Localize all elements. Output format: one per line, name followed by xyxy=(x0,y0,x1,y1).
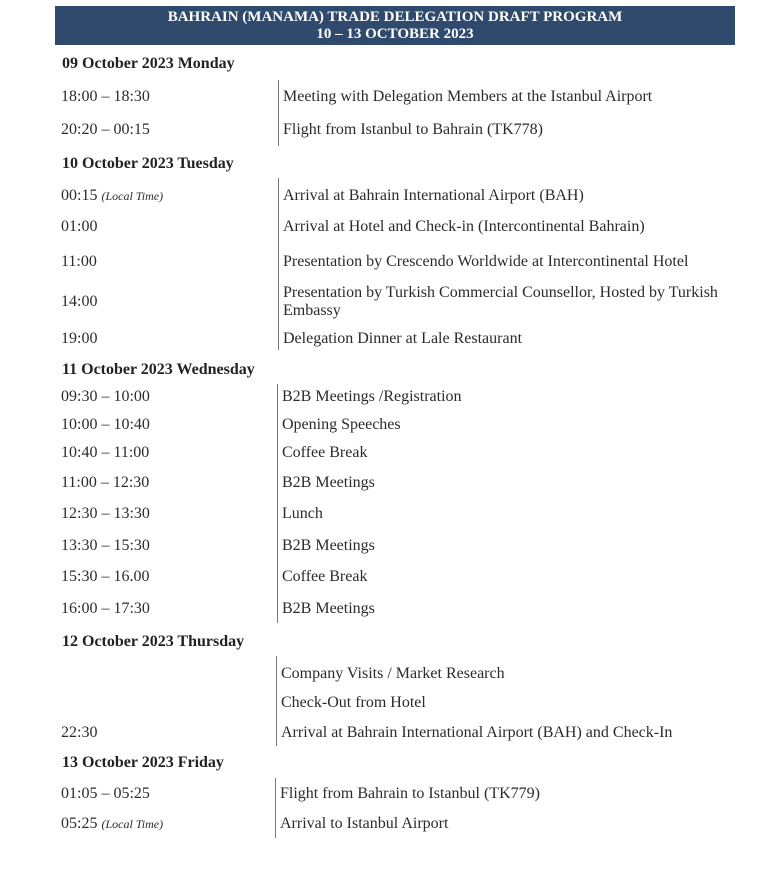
event-time-value: 11:00 xyxy=(61,253,97,270)
column-divider xyxy=(276,656,277,746)
event-time xyxy=(61,443,149,463)
column-divider xyxy=(277,384,278,623)
day-heading: 13 October 2023 Friday xyxy=(62,754,224,771)
event-time xyxy=(61,567,149,587)
event-activity: Company Visits / Market Research xyxy=(281,665,505,682)
event-activity: B2B Meetings xyxy=(282,474,375,491)
event-time xyxy=(61,87,150,107)
event-activity: Presentation by Crescendo Worldwide at Intercontinental Hotel xyxy=(283,253,689,270)
event-activity: B2B Meetings xyxy=(282,600,375,617)
day-heading: 11 October 2023 Wednesday xyxy=(62,361,255,378)
local-time-note: (Local Time) xyxy=(101,189,164,203)
event-time xyxy=(61,504,150,524)
event-activity: Opening Speeches xyxy=(282,416,401,433)
event-time-value: 14:00 xyxy=(61,293,98,310)
event-time xyxy=(61,599,150,619)
event-time-value: 15:30 – 16.00 xyxy=(61,568,150,585)
event-activity: Arrival at Hotel and Check-in (Intercontinental Bahrain) xyxy=(283,218,645,235)
event-time-value: 11:00 – 12:30 xyxy=(61,474,150,491)
event-time xyxy=(61,536,150,556)
event-activity: B2B Meetings xyxy=(282,537,375,554)
event-time xyxy=(61,252,97,272)
local-time-note: (Local Time) xyxy=(101,817,164,831)
day-heading: 12 October 2023 Thursday xyxy=(62,633,245,650)
event-time-value: 00:15 xyxy=(61,187,98,204)
event-activity: Arrival at Bahrain International Airport (BAH) xyxy=(283,187,584,204)
event-time-value: 10:40 – 11:00 xyxy=(61,444,150,461)
event-activity: Coffee Break xyxy=(282,568,368,585)
event-time-value: 09:30 – 10:00 xyxy=(61,388,150,405)
event-time-value: 05:25 xyxy=(61,815,98,832)
event-activity: Check-Out from Hotel xyxy=(281,694,426,711)
program-title: BAHRAIN (MANAMA) TRADE DELEGATION DRAFT PROGRAM xyxy=(167,9,623,25)
event-time xyxy=(61,473,149,493)
event-time xyxy=(61,292,97,312)
event-time-value: 16:00 – 17:30 xyxy=(61,600,150,617)
event-time xyxy=(61,784,150,804)
event-activity: Presentation by Turkish Commercial Counsellor, Hosted by Turkish Embassy xyxy=(283,284,718,319)
event-time xyxy=(61,329,97,349)
event-time-value: 01:00 xyxy=(61,218,98,235)
event-time-value: 10:00 – 10:40 xyxy=(61,416,150,433)
event-time-value: 13:30 – 15:30 xyxy=(61,537,150,554)
event-time xyxy=(61,387,150,407)
event-time-value: 12:30 – 13:30 xyxy=(61,505,150,522)
event-time-value: 19:00 xyxy=(61,330,98,347)
column-divider xyxy=(278,178,279,350)
event-time-value: 22:30 xyxy=(61,724,98,741)
event-activity: Arrival to Istanbul Airport xyxy=(280,815,449,832)
event-time xyxy=(61,120,150,140)
event-activity: Flight from Bahrain to Istanbul (TK779) xyxy=(280,785,540,802)
event-time xyxy=(61,186,163,206)
program-title-banner xyxy=(55,6,735,45)
event-activity: Coffee Break xyxy=(282,444,368,461)
event-activity: Delegation Dinner at Lale Restaurant xyxy=(283,330,523,347)
day-heading: 09 October 2023 Monday xyxy=(62,55,235,72)
day-heading: 10 October 2023 Tuesday xyxy=(62,155,234,172)
event-activity: Flight from Istanbul to Bahrain (TK778) xyxy=(283,121,543,138)
event-activity: Lunch xyxy=(282,505,323,522)
program-dates: 10 – 13 OCTOBER 2023 xyxy=(316,26,474,42)
event-time xyxy=(61,415,150,435)
column-divider xyxy=(278,80,279,146)
column-divider xyxy=(275,778,276,838)
event-time-value: 20:20 – 00:15 xyxy=(61,121,150,138)
event-time-value: 01:05 – 05:25 xyxy=(61,785,150,802)
event-time xyxy=(61,814,163,834)
event-activity: Meeting with Delegation Members at the Istanbul Airport xyxy=(283,88,653,105)
event-time-value: 18:00 – 18:30 xyxy=(61,88,150,105)
event-activity: Arrival at Bahrain International Airport (BAH) and Check-In xyxy=(281,724,673,741)
event-time xyxy=(61,723,97,743)
event-time xyxy=(61,217,97,237)
event-activity: B2B Meetings /Registration xyxy=(282,388,462,405)
